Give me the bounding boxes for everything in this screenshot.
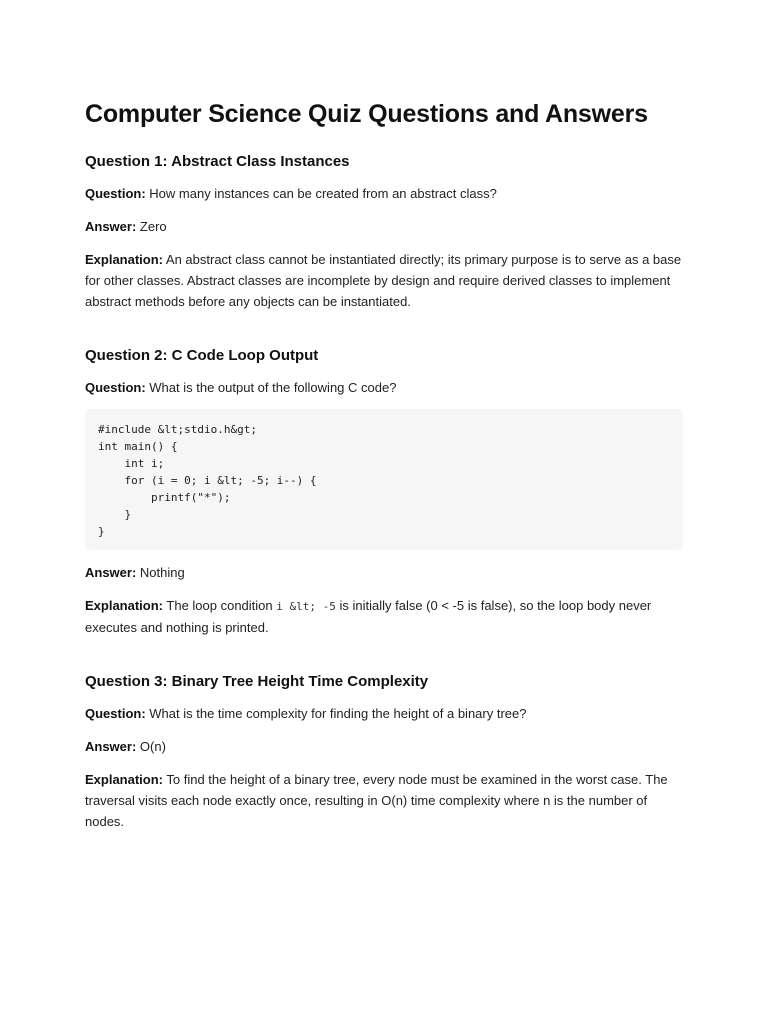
question-3-explanation xyxy=(85,769,683,832)
explanation-text-start: The loop condition xyxy=(163,598,277,613)
code-block xyxy=(85,409,683,550)
question-text: What is the time complexity for finding the height of a binary tree? xyxy=(145,706,527,721)
question-3-answer xyxy=(85,736,683,757)
question-1-heading: Question 1: Abstract Class Instances xyxy=(85,153,350,170)
explanation-text: An abstract class cannot be instantiated directly; its primary purpose is to serve as a base for other classes. Abstract classes are incomplete by design and require derived classes to implement abstract methods before any objects can be instantiated. xyxy=(85,252,682,309)
answer-text: O(n) xyxy=(136,739,166,754)
question-text: How many instances can be created from an abstract class? xyxy=(145,186,497,201)
answer-label: Answer: xyxy=(85,739,137,754)
explanation-label: Explanation: xyxy=(85,252,164,267)
answer-label: Answer: xyxy=(85,219,137,234)
inline-code: i &lt; -5 xyxy=(276,600,336,613)
question-label: Question: xyxy=(85,706,146,721)
document-page xyxy=(85,96,683,832)
question-3-question xyxy=(85,703,683,724)
question-2-answer xyxy=(85,562,683,583)
explanation-label: Explanation: xyxy=(85,598,164,613)
question-3-section xyxy=(85,671,683,832)
question-1-explanation xyxy=(85,249,683,312)
answer-text: Zero xyxy=(136,219,167,234)
question-1-answer xyxy=(85,216,683,237)
answer-text: Nothing xyxy=(136,565,185,580)
page-title: Computer Science Quiz Questions and Answers xyxy=(85,100,648,128)
explanation-label: Explanation: xyxy=(85,772,164,787)
question-2-heading: Question 2: C Code Loop Output xyxy=(85,347,319,364)
question-3-heading: Question 3: Binary Tree Height Time Complexity xyxy=(85,673,429,690)
question-1-section xyxy=(85,151,683,312)
question-1-question xyxy=(85,183,683,204)
question-text: What is the output of the following C code? xyxy=(145,380,397,395)
question-label: Question: xyxy=(85,380,146,395)
question-label: Question: xyxy=(85,186,146,201)
question-2-explanation xyxy=(85,595,683,638)
answer-label: Answer: xyxy=(85,565,137,580)
question-2-section xyxy=(85,345,683,638)
explanation-text: To find the height of a binary tree, every node must be examined in the worst case. The traversal visits each node exactly once, resulting in O(n) time complexity where n is the number of nodes. xyxy=(85,772,668,829)
code-snippet: #include &lt;stdio.h&gt; int main() { int i; for (i = 0; i &lt; -5; i--) { printf("*"); } } xyxy=(98,423,317,538)
explanation-text-end: is initially false (0 < -5 is false), so the loop body never executes and nothing is printed. xyxy=(85,598,652,635)
question-2-question xyxy=(85,377,683,398)
